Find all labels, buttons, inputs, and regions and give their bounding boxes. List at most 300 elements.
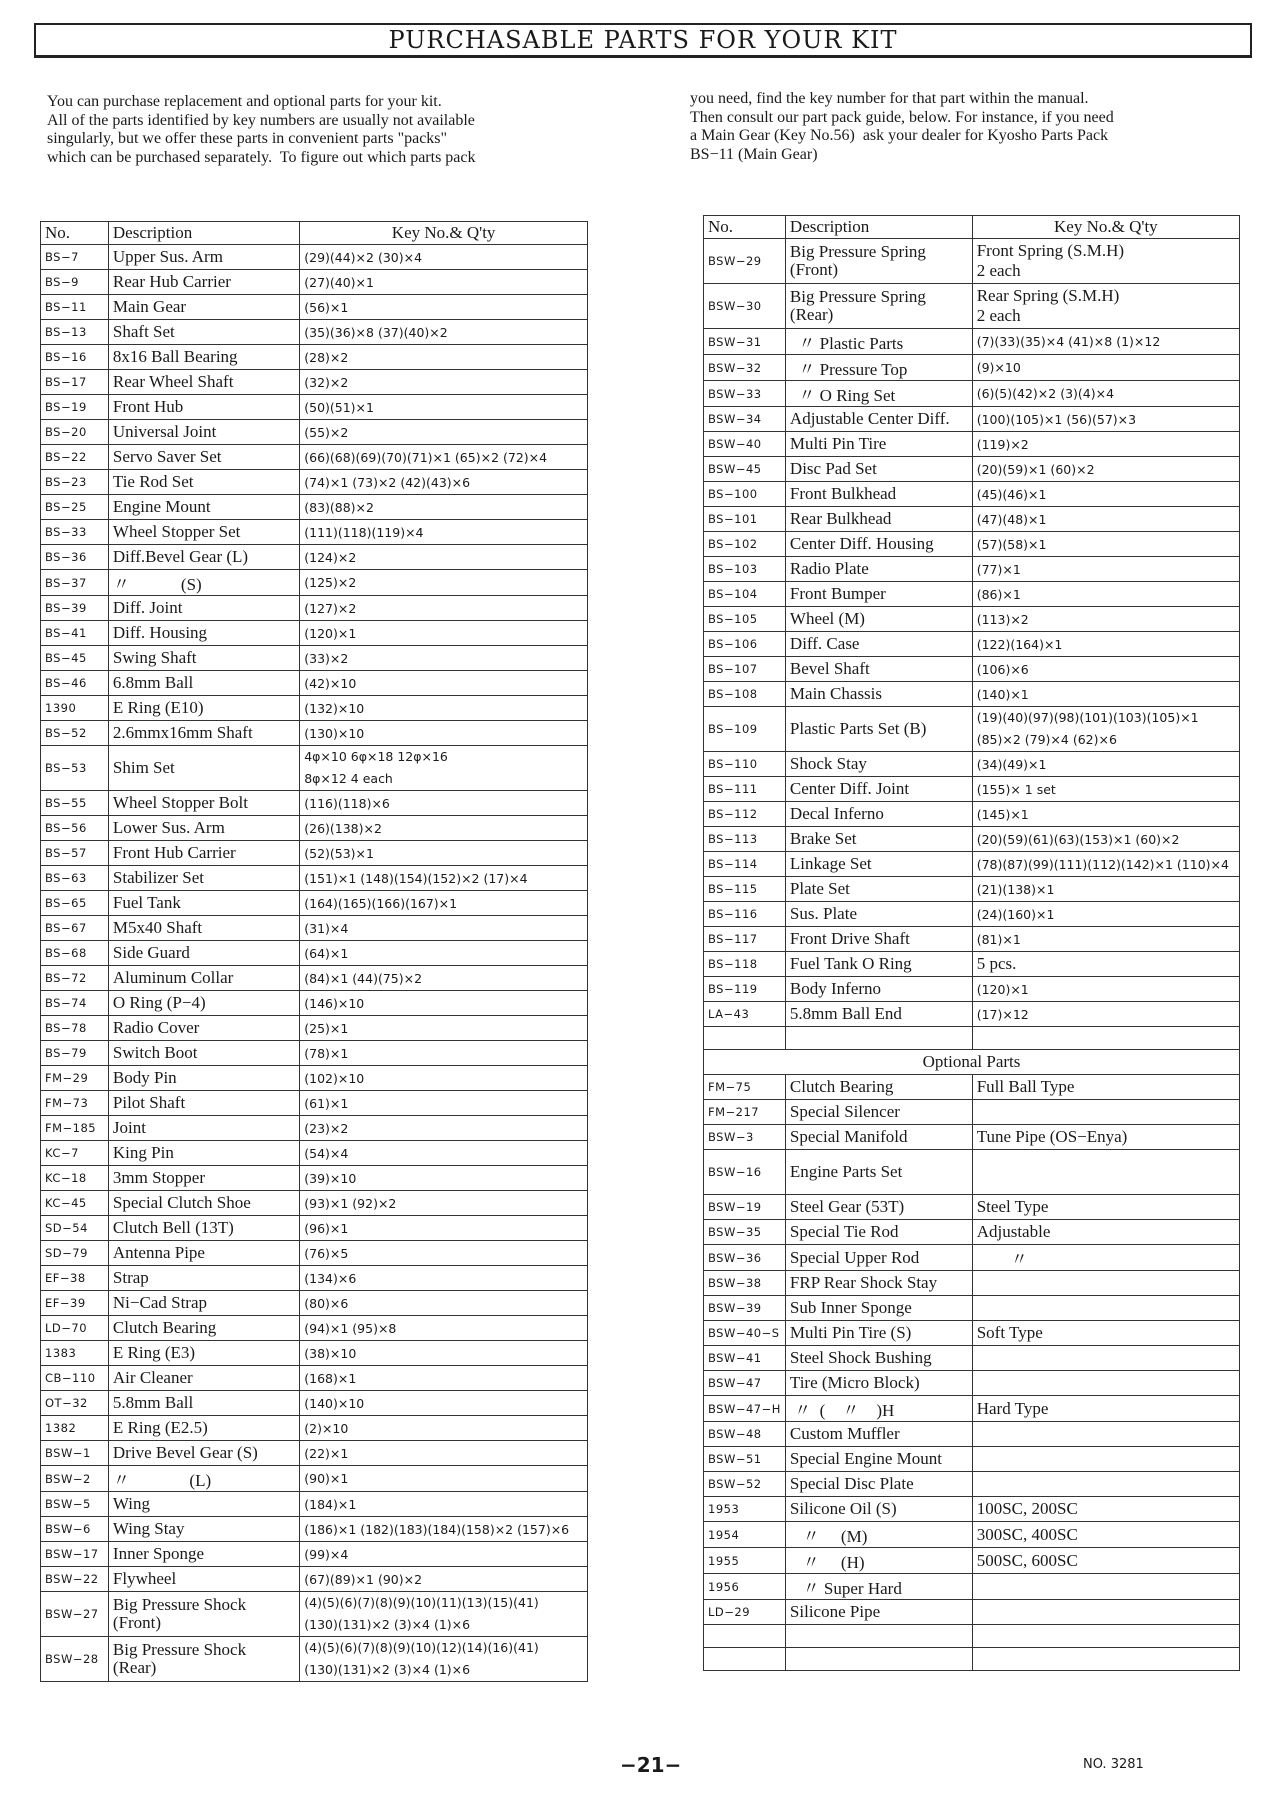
description-cell: Tie Rod Set (108, 470, 299, 495)
part-number-cell: BS−20 (41, 420, 109, 445)
description-cell: Upper Sus. Arm (108, 245, 299, 270)
table-row (704, 777, 1240, 802)
description-cell: Front Bulkhead (785, 482, 972, 507)
part-number-cell: BS−101 (704, 507, 786, 532)
description-cell: Front Hub Carrier (108, 841, 299, 866)
table-row (41, 1637, 588, 1682)
parts-table-left (40, 221, 588, 1682)
description-cell: E Ring (E3) (108, 1341, 299, 1366)
table-row (704, 482, 1240, 507)
description-cell: Wheel (M) (785, 607, 972, 632)
description-cell: Wheel Stopper Set (108, 520, 299, 545)
part-number-cell: BS−52 (41, 721, 109, 746)
description-cell: Linkage Set (785, 852, 972, 877)
table-row (41, 1041, 588, 1066)
table-row (41, 1366, 588, 1391)
table-row (41, 1416, 588, 1441)
part-number-cell: BS−68 (41, 941, 109, 966)
description-cell: Radio Cover (108, 1016, 299, 1041)
description-cell: Brake Set (785, 827, 972, 852)
key-qty-cell: (67)(89)×1 (90)×2 (300, 1567, 588, 1592)
part-number-cell: BSW−35 (704, 1220, 786, 1245)
part-number-cell: BS−56 (41, 816, 109, 841)
table-row (704, 407, 1240, 432)
table-row (704, 952, 1240, 977)
table-row (704, 1422, 1240, 1447)
remarks-cell (972, 1600, 1239, 1625)
part-number-cell: BS−22 (41, 445, 109, 470)
key-qty-cell: (140)×1 (972, 682, 1239, 707)
table-row (704, 1100, 1240, 1125)
description-cell: Shim Set (108, 746, 299, 791)
table-row (41, 1291, 588, 1316)
description-cell: Strap (108, 1266, 299, 1291)
description-cell: 5.8mm Ball (108, 1391, 299, 1416)
remarks-cell (972, 1574, 1239, 1600)
table-row (704, 557, 1240, 582)
part-number-cell: 1956 (704, 1574, 786, 1600)
key-qty-cell: (24)(160)×1 (972, 902, 1239, 927)
table-row (704, 1271, 1240, 1296)
description-cell: Special Clutch Shoe (108, 1191, 299, 1216)
table-row (41, 1191, 588, 1216)
table-row (41, 1466, 588, 1492)
description-cell: Sub Inner Sponge (785, 1296, 972, 1321)
page-number: −21− (620, 1753, 682, 1777)
description-cell: Multi Pin Tire (785, 432, 972, 457)
table-row (41, 966, 588, 991)
table-row (704, 1574, 1240, 1600)
part-number-cell: BS−114 (704, 852, 786, 877)
part-number-cell: BS−110 (704, 752, 786, 777)
part-number-cell: BSW−17 (41, 1542, 109, 1567)
part-number-cell: BS−37 (41, 570, 109, 596)
table-row (41, 245, 588, 270)
part-number-cell: BS−100 (704, 482, 786, 507)
table-row (704, 1075, 1240, 1100)
table-row (704, 507, 1240, 532)
table-row (41, 1016, 588, 1041)
key-qty-cell: (34)(49)×1 (972, 752, 1239, 777)
description-cell: King Pin (108, 1141, 299, 1166)
description-cell: E Ring (E2.5) (108, 1416, 299, 1441)
description-cell: 〃 (S) (108, 570, 299, 596)
table-row (41, 941, 588, 966)
key-qty-cell: (145)×1 (972, 802, 1239, 827)
part-number-cell: BS−55 (41, 791, 109, 816)
key-qty-cell: (26)(138)×2 (300, 816, 588, 841)
key-qty-cell: 4φ×10 6φ×18 12φ×16 8φ×12 4 each (300, 746, 588, 791)
table-header-row (41, 222, 588, 245)
description-cell: E Ring (E10) (108, 696, 299, 721)
header-key-qty: Key No.& Q'ty (972, 216, 1239, 239)
key-qty-cell: (54)×4 (300, 1141, 588, 1166)
key-qty-cell: (168)×1 (300, 1366, 588, 1391)
remarks-cell: 100SC, 200SC (972, 1497, 1239, 1522)
part-number-cell: BS−45 (41, 646, 109, 671)
key-qty-cell: (102)×10 (300, 1066, 588, 1091)
table-row (41, 495, 588, 520)
key-qty-cell: (33)×2 (300, 646, 588, 671)
table-row (41, 1166, 588, 1191)
remarks-cell (972, 1346, 1239, 1371)
part-number-cell: BS−119 (704, 977, 786, 1002)
key-qty-cell: (122)(164)×1 (972, 632, 1239, 657)
description-cell: Diff. Case (785, 632, 972, 657)
table-row (704, 1497, 1240, 1522)
remarks-cell: 5 pcs. (972, 952, 1239, 977)
part-number-cell: BSW−40−S (704, 1321, 786, 1346)
table-row (41, 345, 588, 370)
part-number-cell: OT−32 (41, 1391, 109, 1416)
part-number-cell: BS−74 (41, 991, 109, 1016)
description-cell: 〃 (M) (785, 1522, 972, 1548)
description-cell: Front Drive Shaft (785, 927, 972, 952)
description-cell: Diff.Bevel Gear (L) (108, 545, 299, 570)
table-row (41, 1116, 588, 1141)
part-number-cell: BSW−2 (41, 1466, 109, 1492)
key-qty-cell: (29)(44)×2 (30)×4 (300, 245, 588, 270)
description-cell: Bevel Shaft (785, 657, 972, 682)
part-number-cell: EF−39 (41, 1291, 109, 1316)
key-qty-cell (972, 1027, 1239, 1050)
part-number-cell: 1383 (41, 1341, 109, 1366)
description-cell: Diff. Joint (108, 596, 299, 621)
remarks-cell: Adjustable (972, 1220, 1239, 1245)
description-cell: Pilot Shaft (108, 1091, 299, 1116)
table-row (41, 1391, 588, 1416)
key-qty-cell: (119)×2 (972, 432, 1239, 457)
table-row (41, 1266, 588, 1291)
key-qty-cell: (21)(138)×1 (972, 877, 1239, 902)
description-cell: Big Pressure Spring (Rear) (785, 284, 972, 329)
description-cell: Wing Stay (108, 1517, 299, 1542)
key-qty-cell: (164)(165)(166)(167)×1 (300, 891, 588, 916)
table-row (704, 1050, 1240, 1075)
table-row (41, 370, 588, 395)
part-number-cell: 1390 (41, 696, 109, 721)
table-row (704, 1472, 1240, 1497)
part-number-cell: BSW−51 (704, 1447, 786, 1472)
part-number-cell: BS−109 (704, 707, 786, 752)
part-number-cell: BSW−27 (41, 1592, 109, 1637)
key-qty-cell: (78)(87)(99)(111)(112)(142)×1 (110)×4 (972, 852, 1239, 877)
part-number-cell: KC−45 (41, 1191, 109, 1216)
key-qty-cell: (4)(5)(6)(7)(8)(9)(10)(12)(14)(16)(41) (130)(131)×2 (3)×4 (1)×6 (300, 1637, 588, 1682)
part-number-cell: BS−102 (704, 532, 786, 557)
description-cell: Clutch Bell (13T) (108, 1216, 299, 1241)
part-number-cell: BSW−31 (704, 329, 786, 355)
key-qty-cell: (76)×5 (300, 1241, 588, 1266)
table-row (704, 977, 1240, 1002)
description-cell: Body Pin (108, 1066, 299, 1091)
description-cell: Flywheel (108, 1567, 299, 1592)
key-qty-cell: (32)×2 (300, 370, 588, 395)
table-row (41, 646, 588, 671)
table-row (704, 239, 1240, 284)
key-qty-cell: (2)×10 (300, 1416, 588, 1441)
key-qty-cell: (96)×1 (300, 1216, 588, 1241)
table-row (704, 802, 1240, 827)
part-number-cell: BS−25 (41, 495, 109, 520)
part-number-cell: BS−116 (704, 902, 786, 927)
table-row (704, 381, 1240, 407)
description-cell: Inner Sponge (108, 1542, 299, 1567)
remarks-cell: 300SC, 400SC (972, 1522, 1239, 1548)
part-number-cell: BSW−32 (704, 355, 786, 381)
key-qty-cell: (47)(48)×1 (972, 507, 1239, 532)
part-number-cell (704, 1625, 786, 1648)
part-number-cell: SD−54 (41, 1216, 109, 1241)
table-row (41, 1066, 588, 1091)
table-row (704, 355, 1240, 381)
table-row (41, 1542, 588, 1567)
part-number-cell: BSW−1 (41, 1441, 109, 1466)
key-qty-cell: (6)(5)(42)×2 (3)(4)×4 (972, 381, 1239, 407)
key-qty-cell: (140)×10 (300, 1391, 588, 1416)
table-row (41, 721, 588, 746)
part-number-cell: BS−108 (704, 682, 786, 707)
description-cell: Center Diff. Joint (785, 777, 972, 802)
key-qty-cell: (124)×2 (300, 545, 588, 570)
part-number-cell: LA−43 (704, 1002, 786, 1027)
table-row (704, 457, 1240, 482)
table-row (41, 1141, 588, 1166)
description-cell: Silicone Pipe (785, 1600, 972, 1625)
table-row (41, 1241, 588, 1266)
part-number-cell: BS−105 (704, 607, 786, 632)
table-row (41, 1517, 588, 1542)
table-row (41, 1091, 588, 1116)
remarks-cell (972, 1100, 1239, 1125)
table-row (704, 707, 1240, 752)
remarks-cell: Front Spring (S.M.H) 2 each (972, 239, 1239, 284)
header-no: No. (704, 216, 786, 239)
key-qty-cell: (151)×1 (148)(154)(152)×2 (17)×4 (300, 866, 588, 891)
description-cell: Fuel Tank (108, 891, 299, 916)
part-number-cell: BS−13 (41, 320, 109, 345)
part-number-cell: BS−118 (704, 952, 786, 977)
part-number-cell: BS−67 (41, 916, 109, 941)
table-row (704, 1548, 1240, 1574)
key-qty-cell: (28)×2 (300, 345, 588, 370)
key-qty-cell: (55)×2 (300, 420, 588, 445)
document-number: NO. 3281 (1083, 1757, 1144, 1772)
part-number-cell (704, 1648, 786, 1671)
description-cell: Wing (108, 1492, 299, 1517)
description-cell (785, 1648, 972, 1671)
part-number-cell: EF−38 (41, 1266, 109, 1291)
key-qty-cell: (7)(33)(35)×4 (41)×8 (1)×12 (972, 329, 1239, 355)
header-key-qty: Key No.& Q'ty (300, 222, 588, 245)
description-cell: Main Gear (108, 295, 299, 320)
remarks-cell: Rear Spring (S.M.H) 2 each (972, 284, 1239, 329)
remarks-cell: Steel Type (972, 1195, 1239, 1220)
table-row (704, 852, 1240, 877)
key-qty-cell: (35)(36)×8 (37)(40)×2 (300, 320, 588, 345)
key-qty-cell: (99)×4 (300, 1542, 588, 1567)
description-cell: Stabilizer Set (108, 866, 299, 891)
key-qty-cell: (39)×10 (300, 1166, 588, 1191)
key-qty-cell: (61)×1 (300, 1091, 588, 1116)
table-row (41, 420, 588, 445)
key-qty-cell: (64)×1 (300, 941, 588, 966)
remarks-cell: Soft Type (972, 1321, 1239, 1346)
part-number-cell: BSW−3 (704, 1125, 786, 1150)
key-qty-cell: (106)×6 (972, 657, 1239, 682)
description-cell: Lower Sus. Arm (108, 816, 299, 841)
remarks-cell (972, 1150, 1239, 1195)
table-row (41, 520, 588, 545)
intro-text-right: you need, find the key number for that part within the manual. Then consult our part pack guide, below. For instance, if you need a Main Gear (Key No.56) ask your dealer for Kyosho Parts Pack BS−11 (Main Gear) (690, 90, 1114, 163)
description-cell: Joint (108, 1116, 299, 1141)
table-row (41, 841, 588, 866)
part-number-cell: BSW−40 (704, 432, 786, 457)
part-number-cell: BSW−41 (704, 1346, 786, 1371)
description-cell: Engine Parts Set (785, 1150, 972, 1195)
table-row (704, 927, 1240, 952)
description-cell (785, 1625, 972, 1648)
table-row (704, 432, 1240, 457)
key-qty-cell: (120)×1 (300, 621, 588, 646)
table-row (41, 1316, 588, 1341)
description-cell: Ni−Cad Strap (108, 1291, 299, 1316)
key-qty-cell: (155)× 1 set (972, 777, 1239, 802)
part-number-cell: BS−104 (704, 582, 786, 607)
part-number-cell: BS−63 (41, 866, 109, 891)
description-cell: 〃 Plastic Parts (785, 329, 972, 355)
description-cell: Swing Shaft (108, 646, 299, 671)
parts-table-left-body (41, 245, 588, 1682)
description-cell: Silicone Oil (S) (785, 1497, 972, 1522)
table-header-row (704, 216, 1240, 239)
key-qty-cell: (81)×1 (972, 927, 1239, 952)
part-number-cell: BS−79 (41, 1041, 109, 1066)
key-qty-cell: (42)×10 (300, 671, 588, 696)
table-row (41, 991, 588, 1016)
key-qty-cell: (100)(105)×1 (56)(57)×3 (972, 407, 1239, 432)
key-qty-cell: (120)×1 (972, 977, 1239, 1002)
table-row (704, 657, 1240, 682)
table-row (41, 1216, 588, 1241)
description-cell: 6.8mm Ball (108, 671, 299, 696)
key-qty-cell: (56)×1 (300, 295, 588, 320)
key-qty-cell: (116)(118)×6 (300, 791, 588, 816)
header-description: Description (108, 222, 299, 245)
part-number-cell: 1953 (704, 1497, 786, 1522)
part-number-cell: CB−110 (41, 1366, 109, 1391)
key-qty-cell: (90)×1 (300, 1466, 588, 1492)
table-row (41, 570, 588, 596)
table-row (704, 1346, 1240, 1371)
description-cell: Special Engine Mount (785, 1447, 972, 1472)
description-cell: Sus. Plate (785, 902, 972, 927)
table-row (704, 877, 1240, 902)
key-qty-cell: (22)×1 (300, 1441, 588, 1466)
key-qty-cell: (4)(5)(6)(7)(8)(9)(10)(11)(13)(15)(41) (130)(131)×2 (3)×4 (1)×6 (300, 1592, 588, 1637)
description-cell: Front Hub (108, 395, 299, 420)
description-cell: Air Cleaner (108, 1366, 299, 1391)
key-qty-cell: (111)(118)(119)×4 (300, 520, 588, 545)
part-number-cell: BS−46 (41, 671, 109, 696)
table-row (41, 671, 588, 696)
key-qty-cell: (77)×1 (972, 557, 1239, 582)
part-number-cell (704, 1027, 786, 1050)
key-qty-cell: (146)×10 (300, 991, 588, 1016)
description-cell: Rear Hub Carrier (108, 270, 299, 295)
part-number-cell: FM−75 (704, 1075, 786, 1100)
parts-table-right (703, 215, 1240, 1671)
description-cell: Drive Bevel Gear (S) (108, 1441, 299, 1466)
table-row (41, 916, 588, 941)
part-number-cell: BS−39 (41, 596, 109, 621)
table-row (704, 329, 1240, 355)
key-qty-cell: (23)×2 (300, 1116, 588, 1141)
key-qty-cell: (31)×4 (300, 916, 588, 941)
page-title: PURCHASABLE PARTS FOR YOUR KIT (34, 23, 1252, 58)
description-cell: 8x16 Ball Bearing (108, 345, 299, 370)
remarks-cell: 〃 (972, 1245, 1239, 1271)
part-number-cell: LD−70 (41, 1316, 109, 1341)
description-cell: Side Guard (108, 941, 299, 966)
description-cell: Steel Gear (53T) (785, 1195, 972, 1220)
part-number-cell: SD−79 (41, 1241, 109, 1266)
table-row (41, 621, 588, 646)
part-number-cell: BS−57 (41, 841, 109, 866)
table-row (704, 1447, 1240, 1472)
table-row (41, 746, 588, 791)
part-number-cell: 1955 (704, 1548, 786, 1574)
description-cell: 5.8mm Ball End (785, 1002, 972, 1027)
table-row (704, 582, 1240, 607)
description-cell: Antenna Pipe (108, 1241, 299, 1266)
remarks-cell (972, 1422, 1239, 1447)
key-qty-cell: (78)×1 (300, 1041, 588, 1066)
description-cell: Special Tie Rod (785, 1220, 972, 1245)
description-cell: Rear Wheel Shaft (108, 370, 299, 395)
description-cell: Radio Plate (785, 557, 972, 582)
table-row (41, 866, 588, 891)
part-number-cell: BSW−39 (704, 1296, 786, 1321)
description-cell: Adjustable Center Diff. (785, 407, 972, 432)
description-cell: Special Upper Rod (785, 1245, 972, 1271)
table-row (704, 607, 1240, 632)
description-cell: M5x40 Shaft (108, 916, 299, 941)
part-number-cell: FM−185 (41, 1116, 109, 1141)
remarks-cell (972, 1271, 1239, 1296)
part-number-cell: 1954 (704, 1522, 786, 1548)
description-cell: Rear Bulkhead (785, 507, 972, 532)
description-cell: Engine Mount (108, 495, 299, 520)
part-number-cell: BS−9 (41, 270, 109, 295)
description-cell: Steel Shock Bushing (785, 1346, 972, 1371)
key-qty-cell: (113)×2 (972, 607, 1239, 632)
part-number-cell: LD−29 (704, 1600, 786, 1625)
key-qty-cell: (132)×10 (300, 696, 588, 721)
parts-table-right-body (704, 239, 1240, 1671)
description-cell: Multi Pin Tire (S) (785, 1321, 972, 1346)
key-qty-cell: (184)×1 (300, 1492, 588, 1517)
part-number-cell: BSW−16 (704, 1150, 786, 1195)
key-qty-cell: (83)(88)×2 (300, 495, 588, 520)
table-row (704, 632, 1240, 657)
description-cell: Main Chassis (785, 682, 972, 707)
key-qty-cell: (20)(59)×1 (60)×2 (972, 457, 1239, 482)
table-row (704, 1027, 1240, 1050)
part-number-cell: BS−112 (704, 802, 786, 827)
part-number-cell: BSW−52 (704, 1472, 786, 1497)
key-qty-cell: (134)×6 (300, 1266, 588, 1291)
